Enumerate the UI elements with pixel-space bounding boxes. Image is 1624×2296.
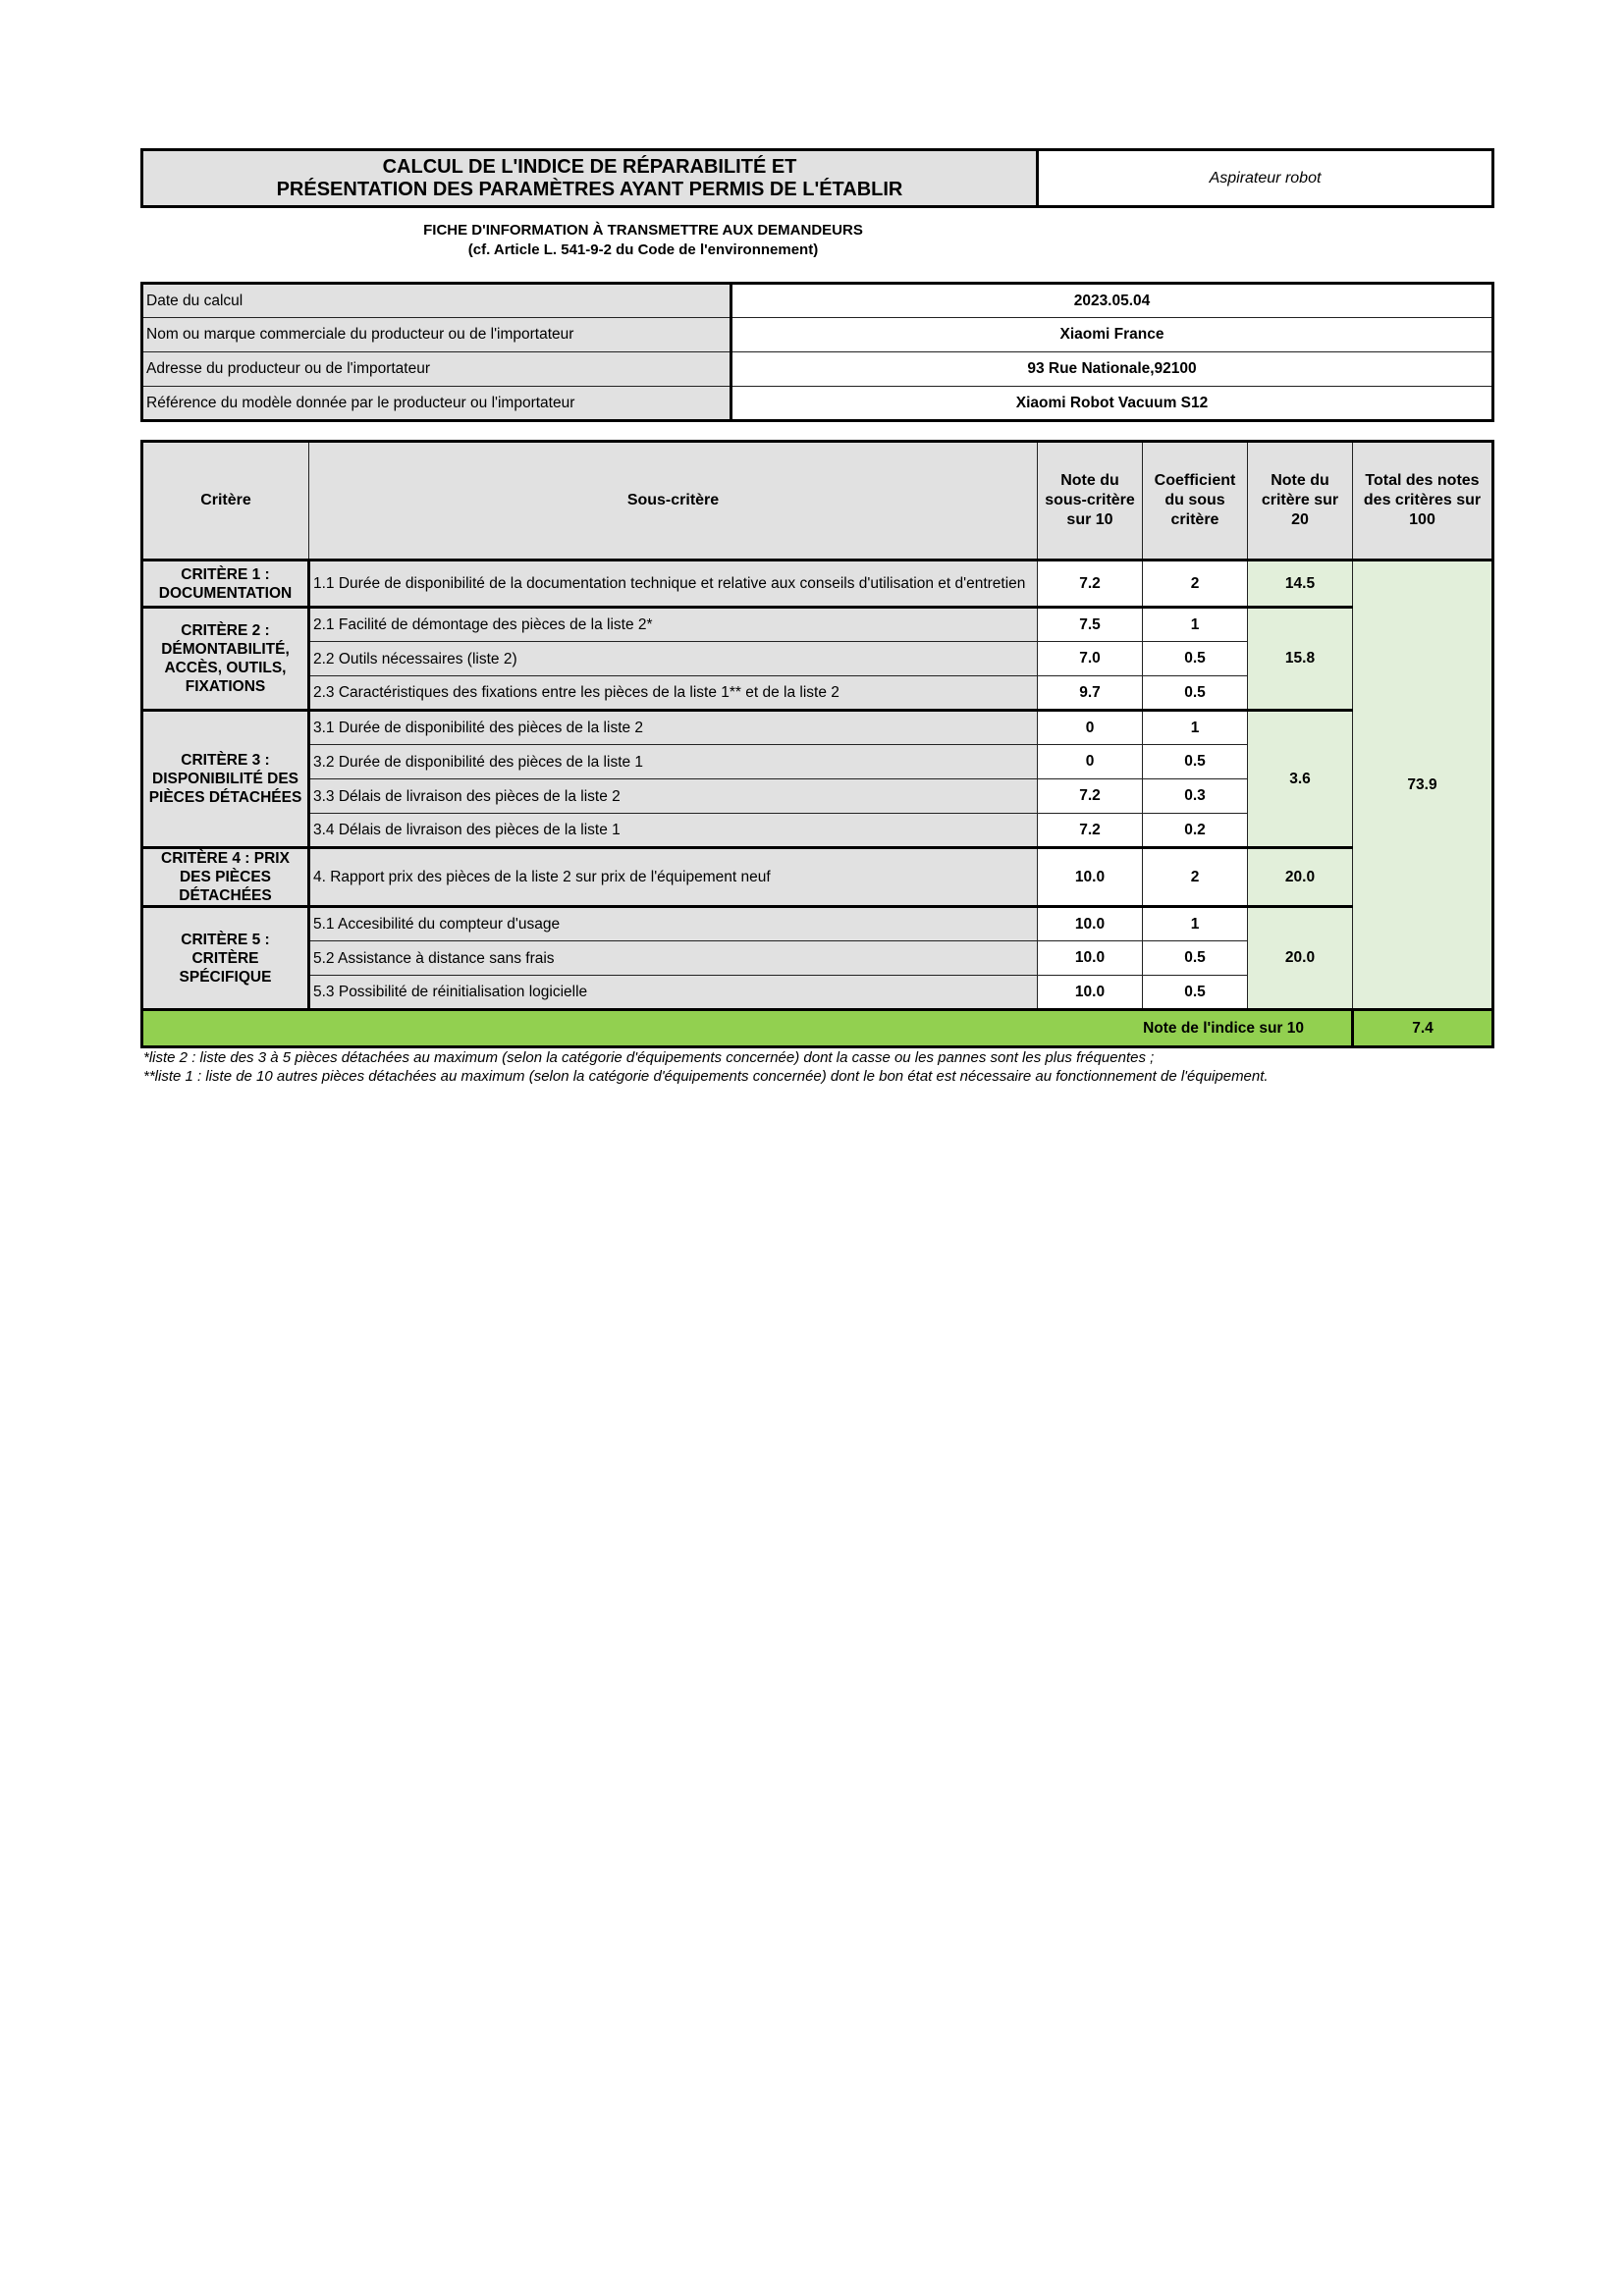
- info-label: Référence du modèle donnée par le producteur ou l'importateur: [142, 387, 731, 421]
- criterion-4-score: 20.0: [1248, 848, 1353, 907]
- col-coefficient: Coefficient du sous critère: [1143, 442, 1248, 561]
- col-critere: Critère: [142, 442, 309, 561]
- criterion-2-score: 15.8: [1248, 608, 1353, 711]
- sub-criterion-label: 5.1 Accesibilité du compteur d'usage: [309, 907, 1038, 941]
- subtitle-line-1: FICHE D'INFORMATION À TRANSMETTRE AUX DEMANDEURS: [423, 222, 863, 239]
- criterion-1-name: CRITÈRE 1 : DOCUMENTATION: [142, 561, 309, 608]
- info-value: 2023.05.04: [731, 284, 1493, 318]
- info-label: Nom ou marque commerciale du producteur ou de l'importateur: [142, 318, 731, 352]
- sub-criterion-note: 0: [1038, 745, 1143, 779]
- sub-criterion-coefficient: 2: [1143, 848, 1248, 907]
- final-score-label: Note de l'indice sur 10: [142, 1010, 1353, 1047]
- sub-criterion-label: 2.1 Facilité de démontage des pièces de la liste 2*: [309, 608, 1038, 642]
- sub-criterion-note: 9.7: [1038, 676, 1143, 711]
- sub-criterion-note: 7.2: [1038, 779, 1143, 814]
- sub-criterion-coefficient: 1: [1143, 907, 1248, 941]
- sub-criterion-note: 7.2: [1038, 561, 1143, 608]
- final-score-row: [142, 1010, 1493, 1047]
- sub-criterion-label: 2.3 Caractéristiques des fixations entre les pièces de la liste 1** et de la liste 2: [309, 676, 1038, 711]
- info-row: [142, 318, 1493, 352]
- sub-criterion-coefficient: 0.5: [1143, 642, 1248, 676]
- sub-criterion-label: 5.3 Possibilité de réinitialisation logicielle: [309, 976, 1038, 1010]
- subtitle: [295, 221, 992, 260]
- table-row: [142, 848, 1493, 907]
- sub-criterion-note: 10.0: [1038, 907, 1143, 941]
- info-value: Xiaomi Robot Vacuum S12: [731, 387, 1493, 421]
- criterion-4-name: CRITÈRE 4 : PRIX DES PIÈCES DÉTACHÉES: [142, 848, 309, 907]
- sub-criterion-label: 3.3 Délais de livraison des pièces de la liste 2: [309, 779, 1038, 814]
- footnotes: [143, 1048, 1269, 1086]
- criterion-5-name: CRITÈRE 5 : CRITÈRE SPÉCIFIQUE: [142, 907, 309, 1010]
- sub-criterion-label: 4. Rapport prix des pièces de la liste 2 sur prix de l'équipement neuf: [309, 848, 1038, 907]
- sub-criterion-label: 3.2 Durée de disponibilité des pièces de la liste 1: [309, 745, 1038, 779]
- info-row: [142, 284, 1493, 318]
- table-row: [142, 608, 1493, 642]
- info-row: [142, 352, 1493, 387]
- title-line-1: CALCUL DE L'INDICE DE RÉPARABILITÉ ET: [382, 155, 797, 178]
- sub-criterion-label: 3.4 Délais de livraison des pièces de la liste 1: [309, 814, 1038, 848]
- sub-criterion-note: 7.2: [1038, 814, 1143, 848]
- sub-criterion-coefficient: 0.5: [1143, 976, 1248, 1010]
- total-score: 73.9: [1353, 561, 1493, 1010]
- criterion-1-score: 14.5: [1248, 561, 1353, 608]
- footnote-liste-2: *liste 2 : liste des 3 à 5 pièces détachées au maximum (selon la catégorie d'équipements concernée) dont la casse ou les pannes sont les plus fréquentes ;: [143, 1049, 1155, 1066]
- table-header-row: [142, 442, 1493, 561]
- sub-criterion-label: 2.2 Outils nécessaires (liste 2): [309, 642, 1038, 676]
- sub-criterion-label: 3.1 Durée de disponibilité des pièces de la liste 2: [309, 711, 1038, 745]
- table-row: [142, 561, 1493, 608]
- subtitle-line-2: (cf. Article L. 541-9-2 du Code de l'environnement): [467, 241, 819, 258]
- sub-criterion-coefficient: 0.5: [1143, 676, 1248, 711]
- info-table: [140, 282, 1494, 422]
- sub-criterion-coefficient: 1: [1143, 711, 1248, 745]
- footnote-liste-1: **liste 1 : liste de 10 autres pièces détachées au maximum (selon la catégorie d'équipements concernée) dont le bon état est nécessaire au fonctionnement de l'équipement.: [143, 1068, 1269, 1085]
- sub-criterion-label: 5.2 Assistance à distance sans frais: [309, 941, 1038, 976]
- info-value: Xiaomi France: [731, 318, 1493, 352]
- criterion-3-name: CRITÈRE 3 : DISPONIBILITÉ DES PIÈCES DÉTACHÉES: [142, 711, 309, 848]
- info-label: Date du calcul: [142, 284, 731, 318]
- sub-criterion-note: 7.5: [1038, 608, 1143, 642]
- document-title: [142, 150, 1038, 207]
- col-sous-critere: Sous-critère: [309, 442, 1038, 561]
- sub-criterion-note: 10.0: [1038, 848, 1143, 907]
- sub-criterion-coefficient: 2: [1143, 561, 1248, 608]
- criterion-2-name: CRITÈRE 2 : DÉMONTABILITÉ, ACCÈS, OUTILS, FIXATIONS: [142, 608, 309, 711]
- sub-criterion-coefficient: 0.5: [1143, 941, 1248, 976]
- table-row: [142, 711, 1493, 745]
- title-line-2: PRÉSENTATION DES PARAMÈTRES AYANT PERMIS DE L'ÉTABLIR: [276, 178, 903, 200]
- criterion-3-score: 3.6: [1248, 711, 1353, 848]
- sub-criterion-note: 7.0: [1038, 642, 1143, 676]
- criterion-5-score: 20.0: [1248, 907, 1353, 1010]
- col-note-critere: Note du critère sur 20: [1248, 442, 1353, 561]
- info-row: [142, 387, 1493, 421]
- info-label: Adresse du producteur ou de l'importateur: [142, 352, 731, 387]
- final-score-value: 7.4: [1353, 1010, 1493, 1047]
- product-type: Aspirateur robot: [1038, 150, 1493, 207]
- sub-criterion-note: 0: [1038, 711, 1143, 745]
- sub-criterion-coefficient: 0.5: [1143, 745, 1248, 779]
- sub-criterion-coefficient: 1: [1143, 608, 1248, 642]
- col-total: Total des notes des critères sur 100: [1353, 442, 1493, 561]
- sub-criterion-coefficient: 0.2: [1143, 814, 1248, 848]
- sub-criterion-coefficient: 0.3: [1143, 779, 1248, 814]
- info-value: 93 Rue Nationale,92100: [731, 352, 1493, 387]
- criteria-table: [140, 440, 1494, 1048]
- sub-criterion-note: 10.0: [1038, 941, 1143, 976]
- sub-criterion-label: 1.1 Durée de disponibilité de la documentation technique et relative aux conseils d'utilisation et d'entretien: [309, 561, 1038, 608]
- sub-criterion-note: 10.0: [1038, 976, 1143, 1010]
- header-table: [140, 148, 1494, 208]
- table-row: [142, 907, 1493, 941]
- col-note-sous-critere: Note du sous-critère sur 10: [1038, 442, 1143, 561]
